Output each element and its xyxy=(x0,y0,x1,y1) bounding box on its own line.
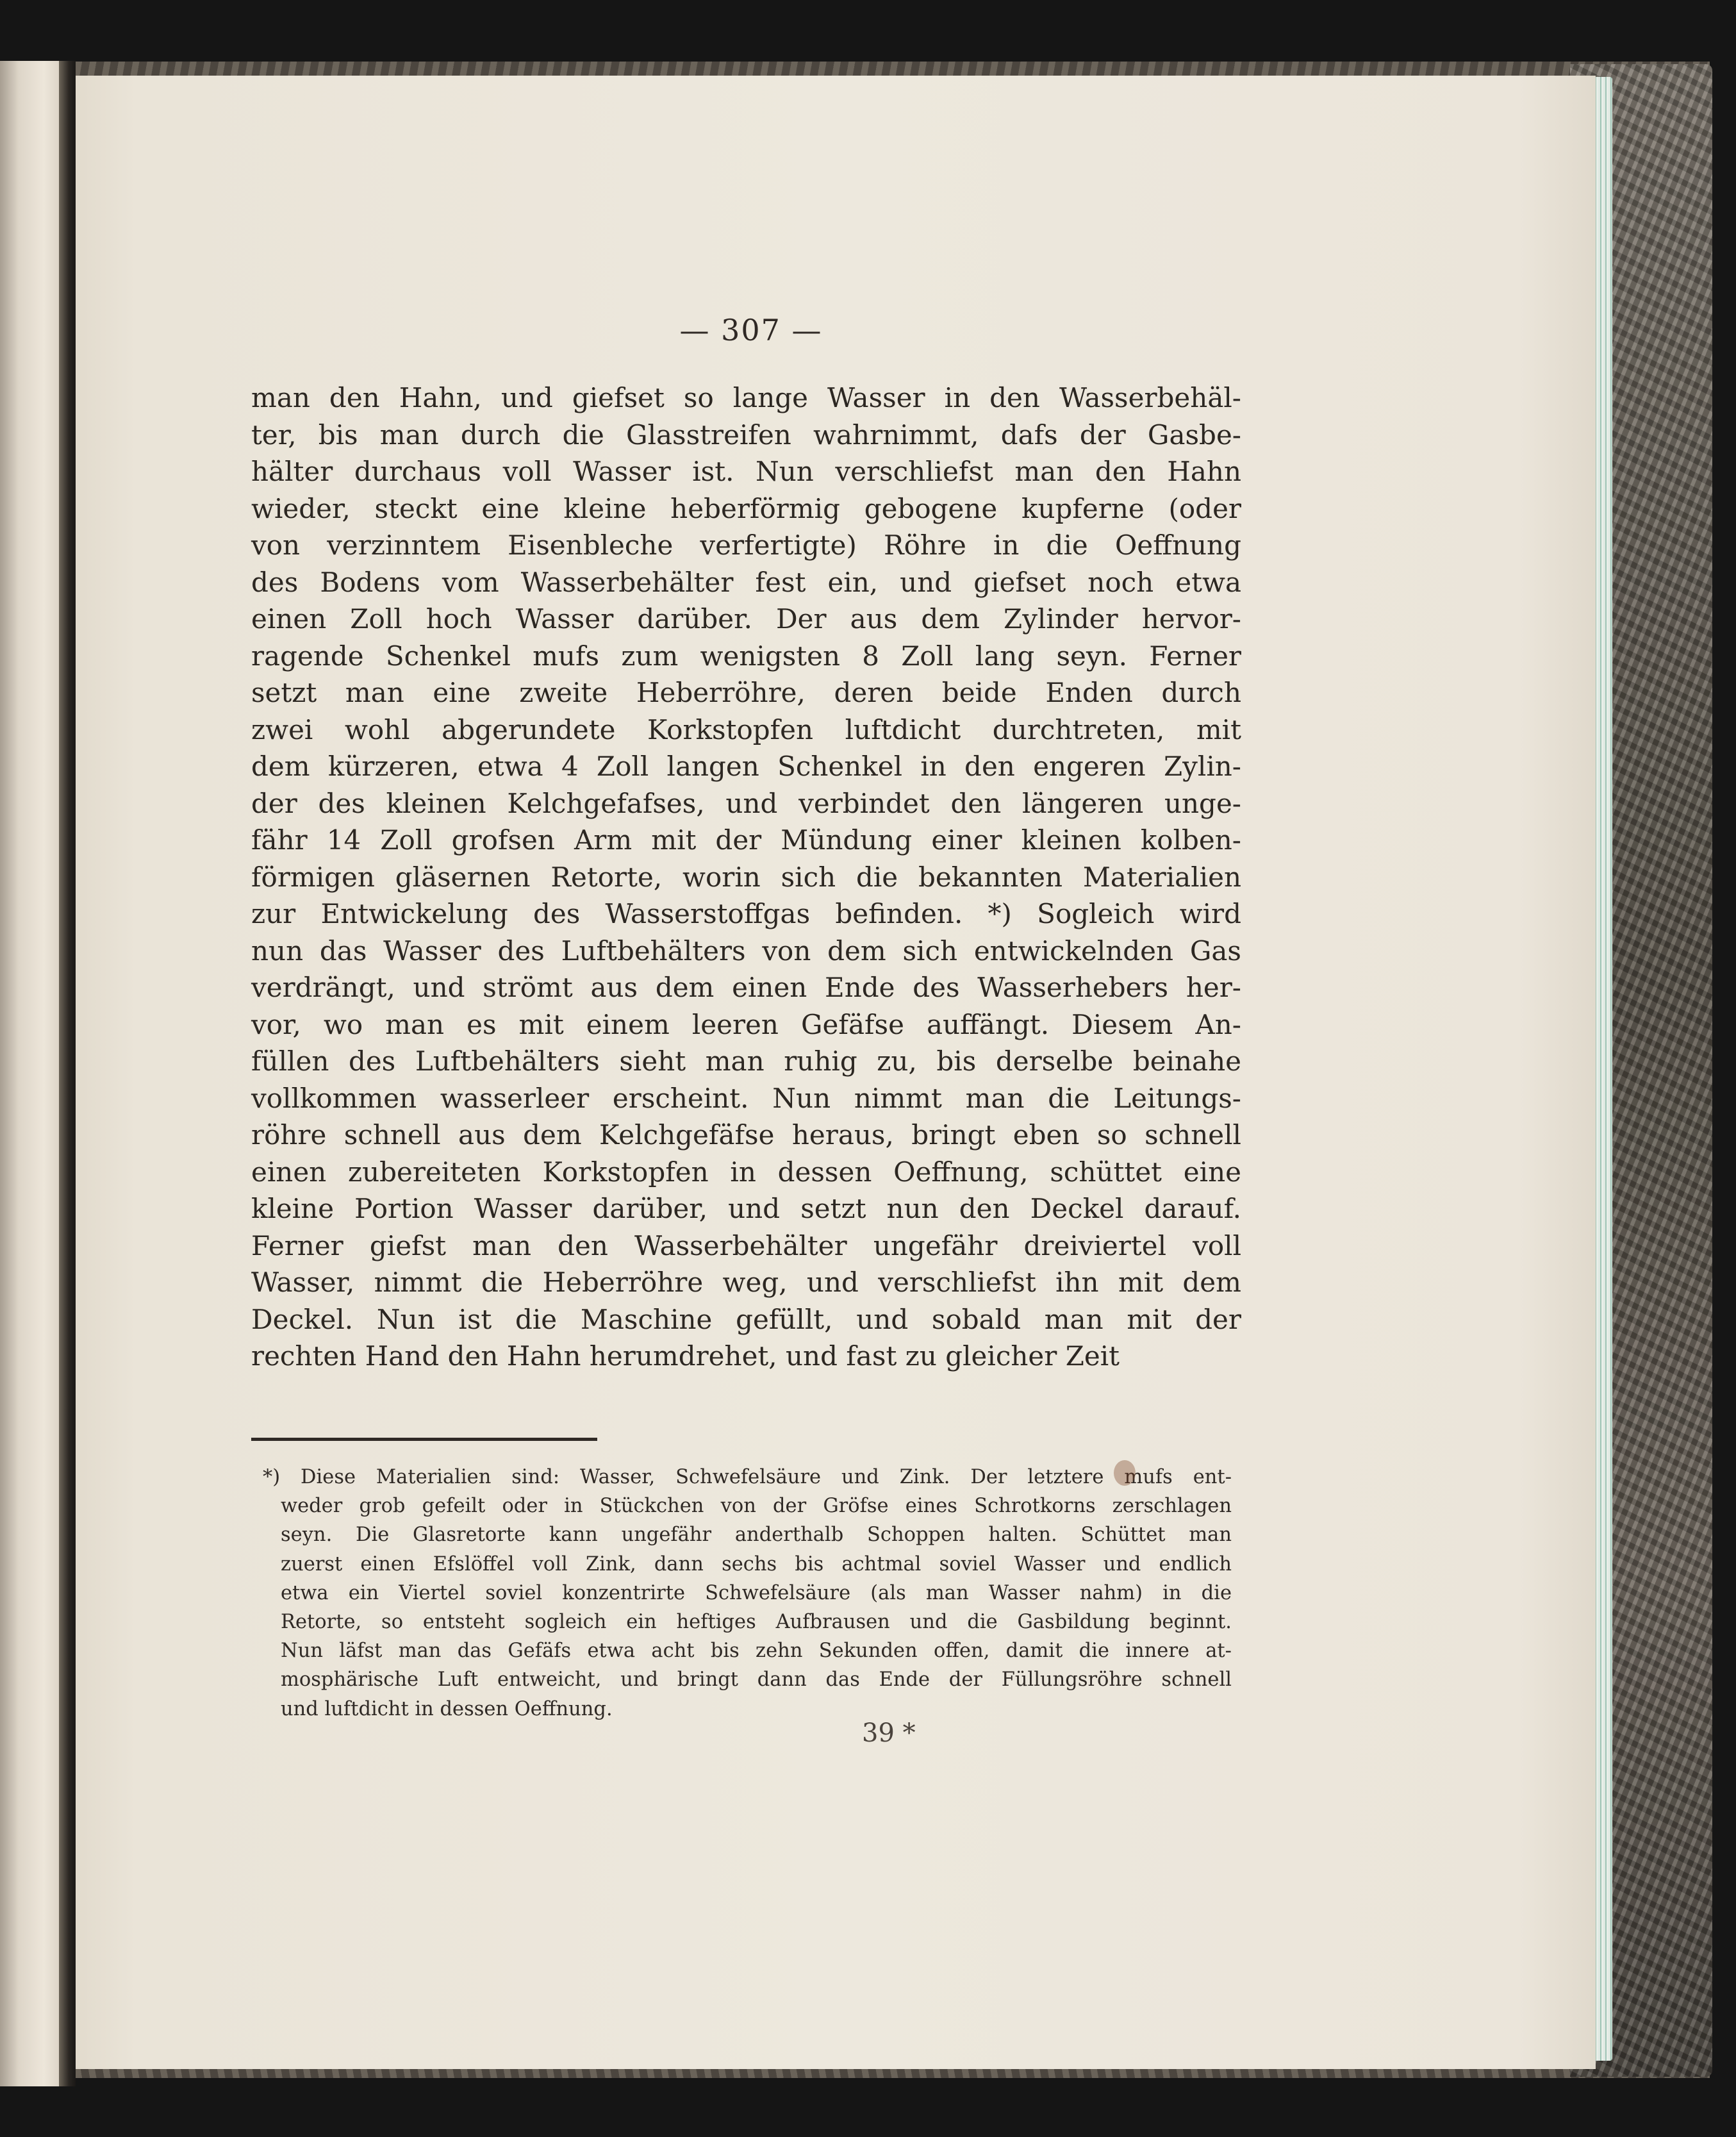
text-line: hälter durchaus voll Wasser ist. Nun verschliefst man den Hahn xyxy=(251,456,1241,487)
text-line: fähr 14 Zoll grofsen Arm mit der Mündung einer kleinen kolben- xyxy=(251,824,1241,856)
text-line: einen Zoll hoch Wasser darüber. Der aus dem Zylinder hervor- xyxy=(251,603,1241,635)
footnote-line: Nun läfst man das Gefäfs etwa acht bis zehn Sekunden offen, damit die innere at- xyxy=(281,1640,1232,1663)
footnote-line: weder grob gefeilt oder in Stückchen von der Gröfse eines Schrotkorns zerschlagen xyxy=(281,1495,1232,1518)
footnote-line: seyn. Die Glasretorte kann ungefähr anderthalb Schoppen halten. Schüttet man xyxy=(281,1524,1232,1547)
footnote-line: mosphärische Luft entweicht, und bringt dann das Ende der Füllungsröhre schnell xyxy=(281,1668,1232,1692)
text-line: der des kleinen Kelchgefafses, und verbindet den längeren unge- xyxy=(251,787,1241,819)
text-line: verdrängt, und strömt aus dem einen Ende des Wasserhebers her- xyxy=(251,972,1241,1003)
text-line: röhre schnell aus dem Kelchgefäfse heraus, bringt eben so schnell xyxy=(251,1119,1241,1151)
text-line: wieder, steckt eine kleine heberförmig gebogene kupferne (oder xyxy=(251,492,1241,524)
footnote-rule xyxy=(251,1438,597,1441)
text-line: vor, wo man es mit einem leeren Gefäfse auffängt. Diesem An- xyxy=(251,1008,1241,1040)
text-line: einen zubereiteten Korkstopfen in dessen Oeffnung, schüttet eine xyxy=(251,1156,1241,1188)
signature-mark: 39 * xyxy=(862,1718,916,1748)
text-line: Ferner giefst man den Wasserbehälter ungefähr dreiviertel voll xyxy=(251,1229,1241,1261)
text-line: des Bodens vom Wasserbehälter fest ein, und giefset noch etwa xyxy=(251,566,1241,598)
text-line: förmigen gläsernen Retorte, worin sich die bekannten Materialien xyxy=(251,861,1241,893)
footnote-line: Retorte, so entsteht sogleich ein heftiges Aufbrausen und die Gasbildung beginnt. xyxy=(281,1610,1232,1633)
text-line: dem kürzeren, etwa 4 Zoll langen Schenkel in den engeren Zylin- xyxy=(251,751,1241,782)
ink-stain xyxy=(1114,1460,1136,1486)
text-line: kleine Portion Wasser darüber, und setzt nun den Deckel darauf. xyxy=(251,1193,1241,1224)
page-number-header: — 307 — xyxy=(679,313,823,347)
text-line: Wasser, nimmt die Heberröhre weg, und verschliefst ihn mit dem xyxy=(251,1267,1241,1298)
text-line: von verzinntem Eisenbleche verfertigte) Röhre in die Oeffnung xyxy=(251,529,1241,561)
text-line: zur Entwickelung des Wasserstoffgas befinden. *) Sogleich wird xyxy=(251,898,1241,929)
text-line: nun das Wasser des Luftbehälters von dem sich entwickelnden Gas xyxy=(251,935,1241,967)
text-line: füllen des Luftbehälters sieht man ruhig zu, bis derselbe beinahe xyxy=(251,1045,1241,1077)
footnote-line: und luftdicht in dessen Oeffnung. xyxy=(281,1697,613,1720)
book-gutter xyxy=(59,61,76,2086)
text-line: zwei wohl abgerundete Korkstopfen luftdicht durchtreten, mit xyxy=(251,713,1241,745)
footnote-line: zuerst einen Efslöffel voll Zink, dann sechs bis achtmal soviel Wasser und endlich xyxy=(281,1552,1232,1576)
left-page-edge xyxy=(0,61,63,2086)
text-line: vollkommen wasserleer erscheint. Nun nimmt man die Leitungs- xyxy=(251,1082,1241,1114)
text-line: man den Hahn, und giefset so lange Wasser in den Wasserbehäl- xyxy=(251,382,1241,413)
body-text xyxy=(251,379,1241,1375)
footnote-line: *) Diese Materialien sind: Wasser, Schwefelsäure und Zink. Der letztere mufs ent- xyxy=(263,1466,1232,1488)
text-line: ragende Schenkel mufs zum wenigsten 8 Zoll lang seyn. Ferner xyxy=(251,640,1241,672)
footnote-line: etwa ein Viertel soviel konzentrirte Schwefelsäure (als man Wasser nahm) in die xyxy=(281,1581,1232,1604)
text-line: rechten Hand den Hahn herumdrehet, und fast zu gleicher Zeit xyxy=(251,1340,1120,1372)
text-line: ter, bis man durch die Glasstreifen wahrnimmt, dafs der Gasbe- xyxy=(251,419,1241,451)
text-line: setzt man eine zweite Heberröhre, deren beide Enden durch xyxy=(251,677,1241,708)
text-line: Deckel. Nun ist die Maschine gefüllt, und sobald man mit der xyxy=(251,1303,1241,1335)
footnote xyxy=(263,1463,1232,1724)
